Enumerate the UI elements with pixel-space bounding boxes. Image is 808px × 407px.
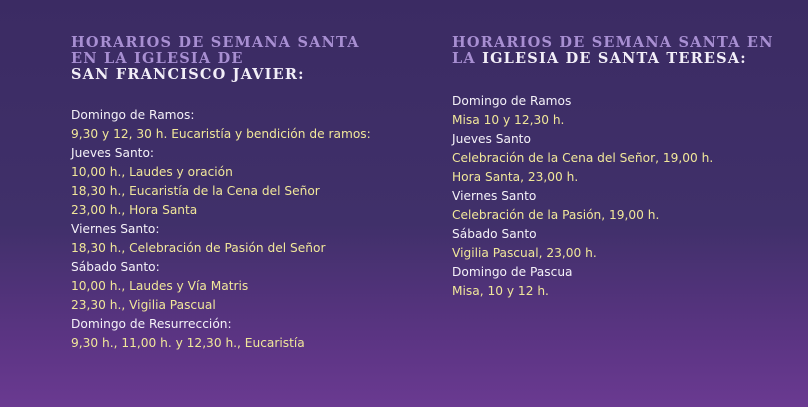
heading-line: EN LA IGLESIA DE <box>71 50 244 67</box>
schedule-entry: Celebración de la Cena del Señor, 19,00 h. <box>452 151 714 165</box>
schedule-day: Domingo de Resurrección: <box>71 317 232 331</box>
san-francisco-javier-schedule <box>71 35 416 353</box>
schedule-entry: Hora Santa, 23,00 h. <box>452 170 579 184</box>
heading-church-name: IGLESIA DE SANTA TERESA: <box>482 50 747 67</box>
schedule-entry: 23,00 h., Hora Santa <box>71 203 198 217</box>
heading-prefix: LA <box>452 50 483 67</box>
schedule-day: Viernes Santo: <box>71 222 160 236</box>
schedule-day: Domingo de Ramos <box>452 94 572 108</box>
schedule-day: Viernes Santo <box>452 189 537 203</box>
santa-teresa-schedule <box>452 35 797 301</box>
schedule-entry: 9,30 h., 11,00 h. y 12,30 h., Eucaristía <box>71 336 305 350</box>
schedule-entry: Vigilia Pascual, 23,00 h. <box>452 246 597 260</box>
schedule-entry: 9,30 y 12, 30 h. Eucaristía y bendición de ramos: <box>71 127 371 141</box>
schedule-entry: 18,30 h., Eucaristía de la Cena del Señor <box>71 184 320 198</box>
schedule-entry: 18,30 h., Celebración de Pasión del Señor <box>71 241 326 255</box>
schedule-entry: Celebración de la Pasión, 19,00 h. <box>452 208 660 222</box>
heading-line: SAN FRANCISCO JAVIER: <box>71 66 305 83</box>
schedule-day: Jueves Santo <box>452 132 531 146</box>
heading-line: HORARIOS DE SEMANA SANTA <box>71 34 360 51</box>
schedule-list <box>452 92 797 301</box>
schedule-day: Sábado Santo: <box>71 260 160 274</box>
schedule-list <box>71 106 416 353</box>
schedule-day: Sábado Santo <box>452 227 537 241</box>
schedule-entry: 10,00 h., Laudes y oración <box>71 165 233 179</box>
schedule-day: Domingo de Pascua <box>452 265 573 279</box>
heading-line: HORARIOS DE SEMANA SANTA EN <box>452 34 774 51</box>
santa-teresa-heading <box>452 35 797 67</box>
san-francisco-javier-heading <box>71 35 416 83</box>
schedule-entry: 23,30 h., Vigilia Pascual <box>71 298 216 312</box>
schedule-entry: Misa 10 y 12,30 h. <box>452 113 565 127</box>
schedule-day: Jueves Santo: <box>71 146 155 160</box>
schedule-entry: Misa, 10 y 12 h. <box>452 284 549 298</box>
schedule-entry: 10,00 h., Laudes y Vía Matris <box>71 279 249 293</box>
schedule-day: Domingo de Ramos: <box>71 108 195 122</box>
heading-line <box>452 51 797 67</box>
